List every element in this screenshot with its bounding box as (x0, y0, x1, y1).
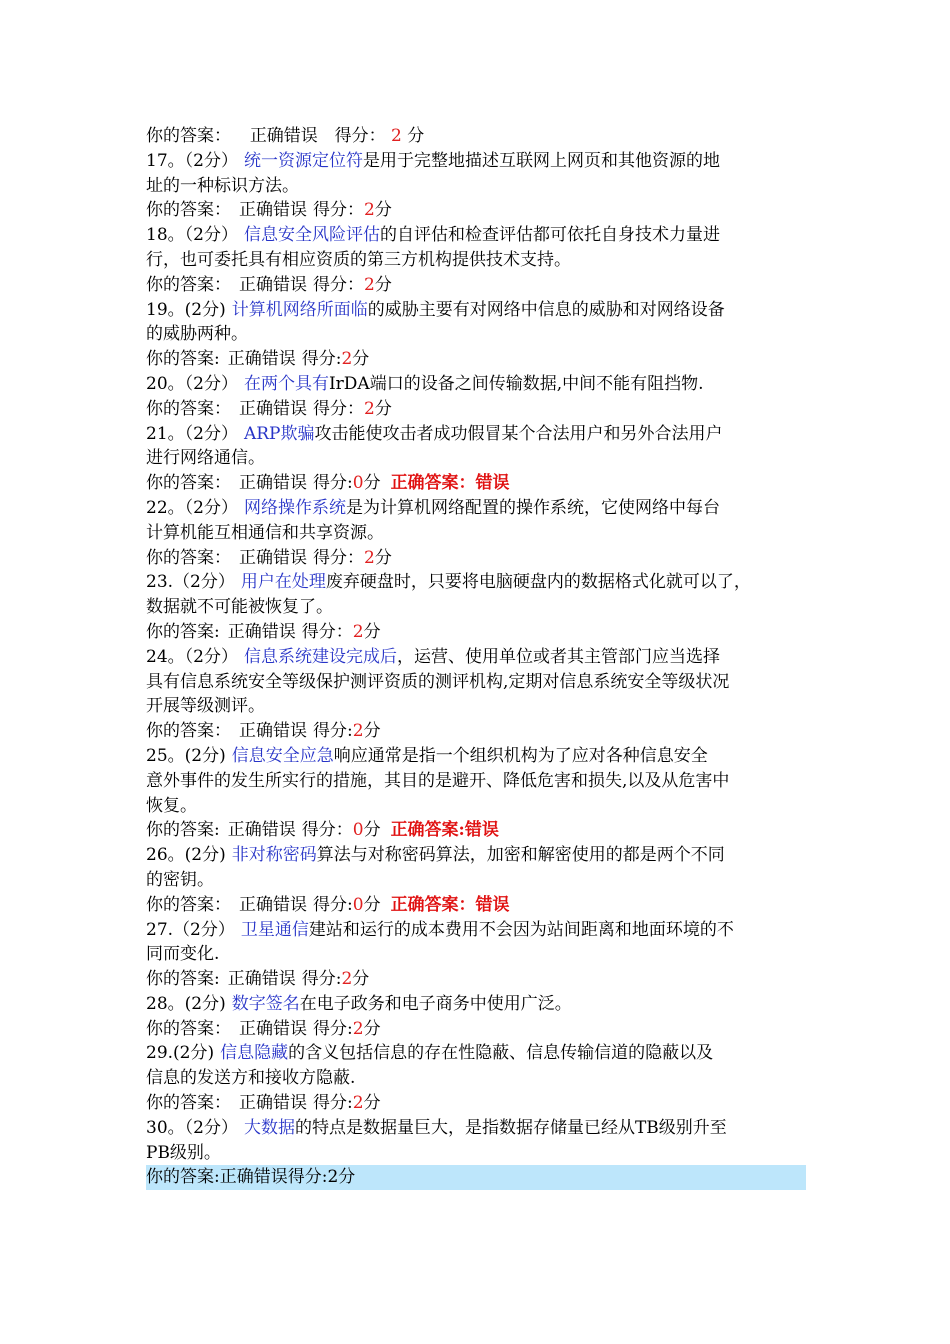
question-list (146, 149, 806, 1190)
question-text-line (146, 1116, 806, 1141)
question-number: 17。（2分） (146, 150, 238, 171)
score-label: 得分: (313, 473, 353, 494)
answer-line (146, 719, 806, 744)
question-block (146, 918, 806, 992)
question-text: 建站和运行的成本费用不会因为站间距离和地面环境的不 (308, 919, 734, 940)
question-text-line (146, 322, 806, 347)
question-number: 27.（2分） (146, 919, 235, 940)
score-unit: 分 (363, 1093, 381, 1114)
question-text: 的含义包括信息的存在性隐蔽、信息传输信道的隐蔽以及 (288, 1043, 714, 1064)
answer-label: 你的答案: (146, 969, 220, 990)
score-value: 2 (352, 1093, 364, 1114)
question-block (146, 992, 806, 1042)
question-keyword: 数字签名 (231, 993, 300, 1014)
question-text: 址的一种标识方法。 (146, 175, 299, 196)
answer-value: 正确错误 (227, 969, 296, 990)
answer-value: 正确错误 (239, 398, 307, 419)
answer-label: 你的答案： (146, 200, 231, 221)
answer-line (146, 967, 806, 992)
question-block (146, 1041, 806, 1115)
score-value: 2 (352, 621, 364, 642)
score-unit: 分 (338, 1167, 356, 1188)
answer-label: 你的答案： (146, 721, 231, 742)
question-keyword: 计算机网络所面临 (231, 299, 368, 320)
answer-value: 正确错误 (239, 473, 307, 494)
question-text-line (146, 223, 806, 248)
question-text: 恢复。 (146, 795, 197, 816)
question-text: 的威胁主要有对网络中信息的威胁和对网络设备 (367, 299, 725, 320)
score-unit: 分 (374, 547, 392, 568)
question-text: 响应通常是指一个组织机构为了应对各种信息安全 (333, 745, 708, 766)
score-value: 0 (352, 473, 364, 494)
question-text: 算法与对称密码算法，加密和解密使用的都是两个不同 (316, 845, 725, 866)
answer-label: 你的答案： (146, 1018, 231, 1039)
question-text: 数据就不可能被恢复了。 (146, 597, 333, 618)
question-text: 的密钥。 (146, 869, 214, 890)
answer-line (146, 198, 806, 223)
score-value: 2 (341, 349, 353, 370)
answer-label: 你的答案： (146, 473, 231, 494)
answer-label: 你的答案： (146, 894, 231, 915)
score-value: 0 (352, 820, 364, 841)
question-keyword: 网络操作系统 (243, 497, 346, 518)
question-number: 24。（2分） (146, 646, 238, 667)
score-value: 2 (364, 398, 375, 419)
question-text-line (146, 918, 806, 943)
answer-line (146, 1165, 806, 1190)
question-keyword: 信息隐藏 (220, 1043, 289, 1064)
question-text-line (146, 422, 806, 447)
answer-line (146, 471, 806, 496)
answer-value: 正确错误 (239, 894, 307, 915)
question-text-line (146, 149, 806, 174)
question-text: 具有信息系统安全等级保护测评资质的测评机构,定期对信息系统安全等级状况 (146, 671, 730, 692)
question-number: 18。（2分） (146, 225, 238, 246)
question-text-line (146, 992, 806, 1017)
question-text-line (146, 942, 806, 967)
answer-line (146, 347, 806, 372)
score-label: 得分: (301, 349, 342, 370)
answer-label: 你的答案: (146, 820, 220, 841)
question-text-line (146, 174, 806, 199)
question-text: 进行网络通信。 (146, 448, 265, 469)
question-number: 29.(2分) (146, 1043, 215, 1064)
question-text: 在电子政务和电子商务中使用广泛。 (299, 993, 572, 1014)
answer-label: 你的答案: (146, 621, 220, 642)
score-unit: 分 (352, 969, 370, 990)
question-text-line (146, 1041, 806, 1066)
answer-line (146, 124, 806, 149)
question-text-line (146, 1141, 806, 1166)
question-block (146, 570, 806, 644)
score-value: 2 (352, 1018, 364, 1039)
answer-line (146, 818, 806, 843)
question-text-line (146, 670, 806, 695)
score-label: 得分: (301, 969, 342, 990)
question-number: 22。（2分） (146, 497, 238, 518)
answer-line (146, 893, 806, 918)
question-number: 21。（2分） (146, 423, 238, 444)
score-label: 得分： (313, 547, 364, 568)
question-block (146, 223, 806, 297)
question-keyword: 统一资源定位符 (243, 150, 363, 171)
correct-answer: 正确答案：错误 (390, 894, 510, 915)
answer-label: 你的答案: (146, 349, 220, 370)
answer-value: 正确错误 (227, 349, 296, 370)
question-text-line (146, 744, 806, 769)
question-text-line (146, 595, 806, 620)
answer-label: 你的答案： (146, 547, 231, 568)
answer-value: 正确错误 (249, 126, 318, 146)
score-unit: 分 (363, 1018, 381, 1039)
question-number: 30。（2分） (146, 1117, 238, 1138)
answer-line (146, 620, 806, 645)
question-text: PB级别。 (146, 1142, 221, 1163)
score-label: 得分： (334, 126, 386, 146)
answer-value: 正确错误 (239, 1093, 307, 1114)
score-value: 2 (364, 274, 375, 295)
question-text-line (146, 645, 806, 670)
answer-label: 你的答案： (146, 1093, 231, 1114)
question-text-line (146, 496, 806, 521)
question-text: 的威胁两种。 (146, 324, 248, 345)
question-block (146, 298, 806, 372)
score-unit: 分 (363, 473, 381, 494)
answer-value: 正确错误 (239, 200, 307, 221)
score-unit: 分 (363, 894, 381, 915)
question-text-line (146, 1066, 806, 1091)
score-label: 得分: (313, 721, 353, 742)
question-text: 同而变化. (146, 944, 220, 965)
question-text: 信息的发送方和接收方隐蔽. (146, 1068, 356, 1089)
answer-value: 正确错误 (239, 721, 307, 742)
question-text: IrDA端口的设备之间传输数据,中间不能有阻挡物. (328, 373, 704, 394)
question-keyword: ARP欺骗 (243, 423, 315, 444)
score-label: 得分: (313, 894, 353, 915)
question-text-line (146, 372, 806, 397)
score-value: 0 (352, 894, 364, 915)
answer-line (146, 397, 806, 422)
question-keyword: 卫星通信 (240, 919, 309, 940)
question-block (146, 744, 806, 843)
correct-answer: 正确答案:错误 (390, 820, 499, 841)
score-unit: 分 (374, 274, 392, 295)
question-text: ，运营、使用单位或者其主管部门应当选择 (396, 646, 720, 667)
score-label: 得分： (313, 274, 364, 295)
question-text: 是用于完整地描述互联网上网页和其他资源的地 (362, 150, 720, 171)
question-text-line (146, 521, 806, 546)
correct-answer: 正确答案：错误 (390, 473, 510, 494)
question-block (146, 149, 806, 223)
score-value: 2 (327, 1167, 339, 1188)
score-unit: 分 (374, 200, 392, 221)
question-number: 23.（2分） (146, 572, 235, 593)
question-text: 意外事件的发生所实行的措施，其目的是避开、降低危害和损失,以及从危害中 (146, 770, 730, 791)
score-label: 得分: (313, 1018, 353, 1039)
question-text-line (146, 694, 806, 719)
question-number: 25。(2分) (146, 745, 226, 766)
question-text: 的自评估和检查评估都可依托自身技术力量进 (379, 225, 720, 246)
score-unit: 分 (352, 349, 370, 370)
answer-label: 你的答案: (146, 1167, 220, 1188)
question-keyword: 在两个具有 (243, 373, 329, 394)
score-value: 2 (364, 200, 375, 221)
question-text-line (146, 794, 806, 819)
question-block (146, 645, 806, 744)
question-keyword: 用户在处理 (240, 572, 326, 593)
score-unit: 分 (407, 126, 425, 146)
answer-value: 正确错误 (219, 1167, 288, 1188)
question-number: 28。(2分) (146, 993, 226, 1014)
question-keyword: 信息系统建设完成后 (243, 646, 397, 667)
answer-label: 你的答案： (146, 398, 231, 419)
question-text: 废弃硬盘时，只要将电脑硬盘内的数据格式化就可以了， (325, 572, 751, 593)
score-label: 得分： (301, 621, 353, 642)
question-number: 26。(2分) (146, 845, 226, 866)
question-keyword: 信息安全应急 (231, 745, 334, 766)
score-label: 得分: (313, 1093, 353, 1114)
answer-value: 正确错误 (227, 820, 296, 841)
question-text: 是为计算机网络配置的操作系统，它使网络中每台 (345, 497, 720, 518)
question-text-line (146, 769, 806, 794)
score-value: 2 (364, 547, 375, 568)
document-page (146, 124, 806, 1190)
answer-line (146, 546, 806, 571)
question-number: 20。（2分） (146, 373, 238, 394)
question-text: 计算机能互相通信和共享资源。 (146, 522, 384, 543)
question-keyword: 非对称密码 (231, 845, 317, 866)
score-unit: 分 (374, 398, 392, 419)
question-keyword: 大数据 (243, 1117, 295, 1138)
question-text-line (146, 248, 806, 273)
score-label: 得分： (301, 820, 353, 841)
answer-line (146, 273, 806, 298)
score-value: 2 (341, 969, 353, 990)
score-label: 得分： (313, 398, 364, 419)
score-label: 得分: (287, 1167, 328, 1188)
question-text-line (146, 446, 806, 471)
answer-value: 正确错误 (239, 547, 307, 568)
question-text: 的特点是数据量巨大，是指数据存储量已经从TB级别升至 (294, 1117, 727, 1138)
score-label: 得分： (313, 200, 364, 221)
question-text: 行，也可委托具有相应资质的第三方机构提供技术支持。 (146, 249, 571, 270)
question-text-line (146, 843, 806, 868)
answer-value: 正确错误 (239, 1018, 307, 1039)
question-block (146, 372, 806, 422)
score-value: 2 (391, 126, 402, 146)
question-text-line (146, 868, 806, 893)
answer-line (146, 1091, 806, 1116)
question-text: 攻击能使攻击者成功假冒某个合法用户和另外合法用户 (314, 423, 723, 444)
score-unit: 分 (363, 621, 381, 642)
answer-label: 你的答案： (146, 274, 231, 295)
question-block (146, 1116, 806, 1190)
answer-line (146, 1017, 806, 1042)
score-unit: 分 (363, 721, 381, 742)
question-block (146, 496, 806, 570)
answer-value: 正确错误 (227, 621, 296, 642)
question-block (146, 843, 806, 917)
score-value: 2 (352, 721, 364, 742)
question-text: 开展等级测评。 (146, 696, 265, 717)
question-keyword: 信息安全风险评估 (243, 225, 380, 246)
question-text-line (146, 298, 806, 323)
question-block (146, 422, 806, 496)
question-number: 19。(2分) (146, 299, 226, 320)
question-text-line (146, 570, 806, 595)
answer-label: 你的答案： (146, 126, 231, 146)
answer-value: 正确错误 (239, 274, 307, 295)
score-unit: 分 (363, 820, 381, 841)
